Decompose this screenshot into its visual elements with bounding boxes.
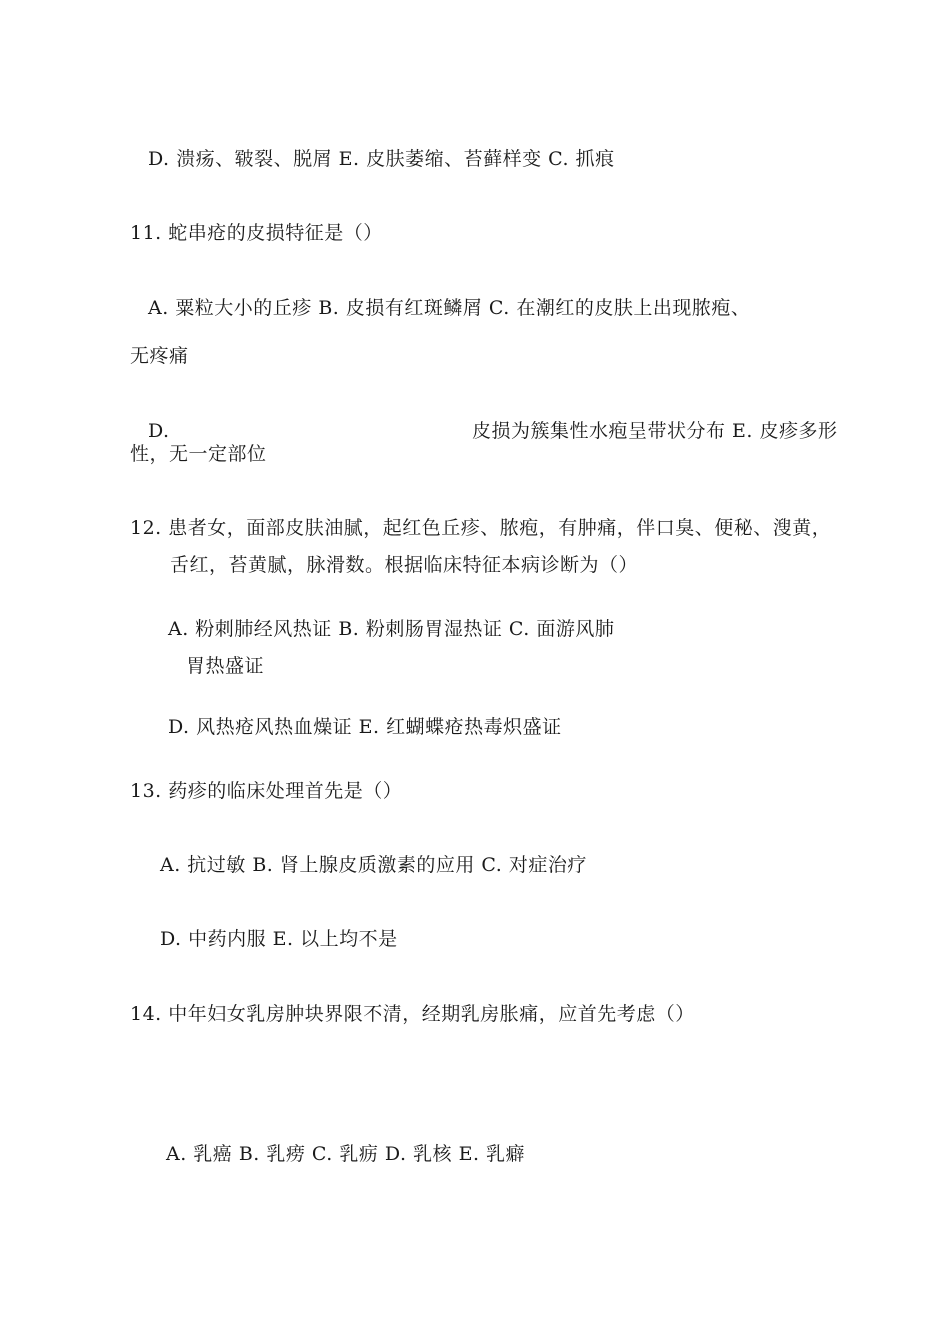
q13-stem: 13. 药疹的临床处理首先是（） (130, 780, 403, 802)
q12-options-abc: A. 粉刺肺经风热证 B. 粉刺肠胃湿热证 C. 面游风肺 (168, 618, 615, 640)
q12-stem-cont: 舌红，苔黄腻，脉滑数。根据临床特征本病诊断为（） (170, 554, 639, 576)
q14-stem: 14. 中年妇女乳房肿块界限不清，经期乳房胀痛，应首先考虑（） (130, 1003, 695, 1025)
q13-options-de: D. 中药内服 E. 以上均不是 (160, 928, 398, 950)
q14-options: A. 乳癌 B. 乳痨 C. 乳疬 D. 乳核 E. 乳癖 (166, 1143, 526, 1165)
q12-options-abc-cont: 胃热盛证 (186, 655, 265, 677)
q11-stem: 11. 蛇串疮的皮损特征是（） (130, 222, 383, 244)
q13-options-abc: A. 抗过敏 B. 肾上腺皮质激素的应用 C. 对症治疗 (160, 854, 587, 876)
q11-options-abc: A. 粟粒大小的丘疹 B. 皮损有红斑鳞屑 C. 在潮红的皮肤上出现脓疱、 (148, 297, 751, 319)
q10-options-de: D. 溃疡、皲裂、脱屑 E. 皮肤萎缩、苔藓样变 C. 抓痕 (148, 148, 615, 170)
q12-options-de: D. 风热疮风热血燥证 E. 红蝴蝶疮热毒炽盛证 (168, 716, 562, 738)
q11-option-d-label: D. (148, 420, 170, 442)
q11-options-de: 皮损为簇集性水疱呈带状分布 E. 皮疹多形 (472, 420, 838, 442)
q11-options-abc-cont: 无疼痛 (130, 345, 189, 367)
q12-stem: 12. 患者女，面部皮肤油腻，起红色丘疹、脓疱，有肿痛，伴口臭、便秘、溲黄， (130, 517, 832, 539)
q11-options-de-cont: 性，无一定部位 (130, 443, 267, 465)
